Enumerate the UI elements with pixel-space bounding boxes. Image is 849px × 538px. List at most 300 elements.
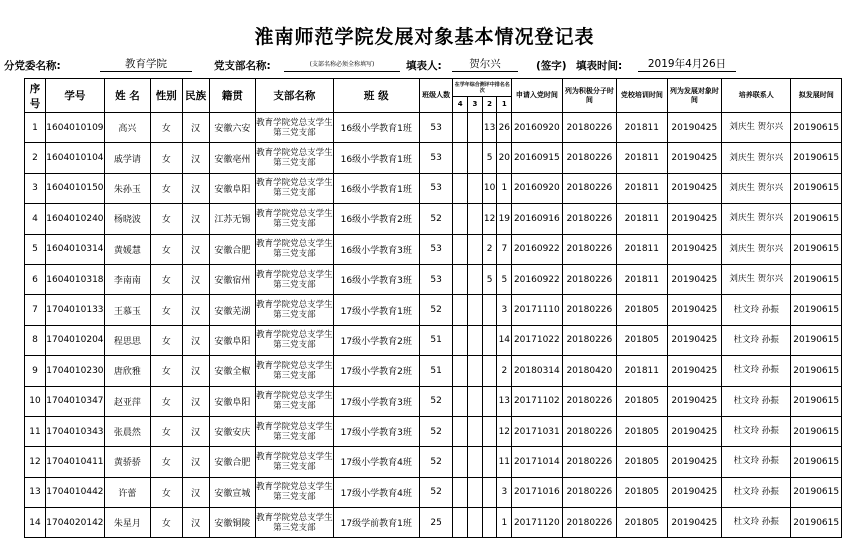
cell-rank-4 (453, 416, 468, 446)
cell-activist-date: 20180226 (562, 173, 617, 203)
cell-proposed-date: 20190615 (791, 416, 842, 446)
cell-class-size: 53 (419, 173, 453, 203)
header-name: 姓 名 (104, 79, 150, 113)
cell-training-date: 201805 (617, 416, 667, 446)
cell-class: 17级小学教育3班 (333, 416, 419, 446)
cell-name: 唐欣雅 (104, 356, 150, 386)
cell-student-id: 1704010133 (46, 295, 105, 325)
cell-apply-date: 20160920 (512, 173, 562, 203)
header-dev-date: 列为发展对象时间 (667, 79, 722, 113)
cell-activist-date: 20180226 (562, 508, 617, 538)
cell-rank-4 (453, 173, 468, 203)
header-rank-3: 3 (468, 97, 483, 113)
table-row (25, 295, 842, 325)
cell-seq: 3 (25, 173, 46, 203)
cell-class-size: 25 (419, 508, 453, 538)
cell-origin: 安徽合肥 (209, 234, 255, 264)
cell-rank-4 (453, 477, 468, 507)
cell-dev-date: 20190425 (667, 143, 722, 173)
cell-ethnicity: 汉 (182, 264, 209, 294)
cell-class-size: 52 (419, 386, 453, 416)
header-class-size: 班级人数 (419, 79, 453, 113)
cell-apply-date: 20160916 (512, 204, 562, 234)
cell-gender: 女 (151, 416, 183, 446)
cell-apply-date: 20171120 (512, 508, 562, 538)
cell-rank-4 (453, 295, 468, 325)
cell-origin: 安徽阜阳 (209, 173, 255, 203)
cell-ethnicity: 汉 (182, 386, 209, 416)
table-row (25, 508, 842, 538)
cell-rank-3 (468, 508, 483, 538)
cell-apply-date: 20171110 (512, 295, 562, 325)
cell-rank-3 (468, 416, 483, 446)
cell-rank-2 (482, 477, 497, 507)
cell-class-size: 53 (419, 113, 453, 143)
cell-seq: 10 (25, 386, 46, 416)
cell-branch: 教育学院党总支学生第三党支部 (256, 386, 334, 416)
cell-apply-date: 20160922 (512, 234, 562, 264)
cell-name: 高兴 (104, 113, 150, 143)
cell-student-id: 1704010343 (46, 416, 105, 446)
cell-seq: 4 (25, 204, 46, 234)
cell-training-date: 201811 (617, 264, 667, 294)
table-row (25, 234, 842, 264)
cell-apply-date: 20180314 (512, 356, 562, 386)
cell-contact: 杜文玲 孙振 (722, 356, 791, 386)
cell-seq: 14 (25, 508, 46, 538)
cell-ethnicity: 汉 (182, 325, 209, 355)
cell-ethnicity: 汉 (182, 143, 209, 173)
cell-origin: 江苏无锡 (209, 204, 255, 234)
cell-dev-date: 20190425 (667, 173, 722, 203)
cell-proposed-date: 20190615 (791, 477, 842, 507)
header-gender: 性别 (151, 79, 183, 113)
cell-rank-1: 1 (497, 173, 512, 203)
cell-rank-4 (453, 325, 468, 355)
cell-class: 16级小学教育2班 (333, 204, 419, 234)
cell-class: 17级小学教育3班 (333, 386, 419, 416)
cell-student-id: 1704010442 (46, 477, 105, 507)
cell-training-date: 201811 (617, 143, 667, 173)
cell-rank-2: 13 (482, 113, 497, 143)
cell-training-date: 201805 (617, 386, 667, 416)
cell-contact: 刘庆生 贺尔兴 (722, 113, 791, 143)
cell-rank-3 (468, 204, 483, 234)
cell-student-id: 1704010204 (46, 325, 105, 355)
cell-ethnicity: 汉 (182, 356, 209, 386)
cell-gender: 女 (151, 173, 183, 203)
table-row (25, 325, 842, 355)
party-committee-label: 分党委名称: (4, 60, 61, 72)
cell-rank-2: 5 (482, 143, 497, 173)
cell-dev-date: 20190425 (667, 234, 722, 264)
cell-class: 17级小学教育2班 (333, 325, 419, 355)
cell-contact: 杜文玲 孙振 (722, 447, 791, 477)
cell-gender: 女 (151, 264, 183, 294)
cell-name: 黄媛慧 (104, 234, 150, 264)
header-ethnicity: 民族 (182, 79, 209, 113)
cell-rank-4 (453, 264, 468, 294)
cell-name: 王慕玉 (104, 295, 150, 325)
form-meta-line (0, 58, 849, 74)
cell-rank-2: 2 (482, 234, 497, 264)
cell-student-id: 1704020142 (46, 508, 105, 538)
cell-student-id: 1604010104 (46, 143, 105, 173)
cell-dev-date: 20190425 (667, 295, 722, 325)
cell-rank-3 (468, 173, 483, 203)
cell-apply-date: 20160922 (512, 264, 562, 294)
cell-rank-2 (482, 447, 497, 477)
cell-rank-1: 5 (497, 264, 512, 294)
cell-name: 杨晓波 (104, 204, 150, 234)
cell-dev-date: 20190425 (667, 264, 722, 294)
registration-table (24, 78, 842, 538)
cell-apply-date: 20171102 (512, 386, 562, 416)
cell-class-size: 52 (419, 204, 453, 234)
cell-dev-date: 20190425 (667, 356, 722, 386)
cell-training-date: 201811 (617, 356, 667, 386)
cell-rank-2: 10 (482, 173, 497, 203)
cell-rank-4 (453, 204, 468, 234)
cell-name: 黄骄骄 (104, 447, 150, 477)
cell-training-date: 201805 (617, 508, 667, 538)
header-seq: 序号 (25, 79, 46, 113)
cell-branch: 教育学院党总支学生第三党支部 (256, 447, 334, 477)
cell-name: 李南南 (104, 264, 150, 294)
cell-activist-date: 20180226 (562, 234, 617, 264)
cell-seq: 1 (25, 113, 46, 143)
cell-contact: 刘庆生 贺尔兴 (722, 173, 791, 203)
cell-gender: 女 (151, 204, 183, 234)
cell-seq: 6 (25, 264, 46, 294)
branch-value[interactable]: (支部名称必须全称填写) (284, 58, 400, 72)
cell-class: 17级小学教育4班 (333, 447, 419, 477)
cell-apply-date: 20160915 (512, 143, 562, 173)
cell-contact: 杜文玲 孙振 (722, 508, 791, 538)
cell-gender: 女 (151, 143, 183, 173)
cell-contact: 杜文玲 孙振 (722, 477, 791, 507)
cell-proposed-date: 20190615 (791, 264, 842, 294)
header-proposed-date: 拟发展时间 (791, 79, 842, 113)
header-rank-4: 4 (453, 97, 468, 113)
cell-rank-3 (468, 477, 483, 507)
cell-seq: 7 (25, 295, 46, 325)
cell-proposed-date: 20190615 (791, 508, 842, 538)
cell-activist-date: 20180226 (562, 295, 617, 325)
cell-rank-1: 19 (497, 204, 512, 234)
cell-rank-3 (468, 264, 483, 294)
cell-gender: 女 (151, 113, 183, 143)
cell-rank-3 (468, 234, 483, 264)
cell-gender: 女 (151, 325, 183, 355)
header-apply-date: 申请入党时间 (512, 79, 562, 113)
cell-class-size: 52 (419, 477, 453, 507)
cell-rank-2 (482, 386, 497, 416)
cell-training-date: 201811 (617, 204, 667, 234)
cell-rank-1: 3 (497, 477, 512, 507)
cell-rank-1: 13 (497, 386, 512, 416)
cell-proposed-date: 20190615 (791, 356, 842, 386)
cell-dev-date: 20190425 (667, 113, 722, 143)
cell-rank-1: 20 (497, 143, 512, 173)
cell-student-id: 1604010314 (46, 234, 105, 264)
cell-rank-1: 14 (497, 325, 512, 355)
page-title: 淮南师范学院发展对象基本情况登记表 (254, 26, 595, 48)
cell-student-id: 1604010240 (46, 204, 105, 234)
cell-training-date: 201805 (617, 477, 667, 507)
cell-proposed-date: 20190615 (791, 447, 842, 477)
cell-rank-4 (453, 386, 468, 416)
cell-contact: 杜文玲 孙振 (722, 416, 791, 446)
cell-origin: 安徽阜阳 (209, 325, 255, 355)
cell-training-date: 201811 (617, 173, 667, 203)
cell-name: 朱孙玉 (104, 173, 150, 203)
cell-student-id: 1604010150 (46, 173, 105, 203)
cell-training-date: 201805 (617, 325, 667, 355)
cell-gender: 女 (151, 356, 183, 386)
cell-activist-date: 20180226 (562, 325, 617, 355)
cell-class: 17级小学教育2班 (333, 356, 419, 386)
cell-contact: 杜文玲 孙振 (722, 295, 791, 325)
cell-ethnicity: 汉 (182, 234, 209, 264)
cell-gender: 女 (151, 386, 183, 416)
cell-activist-date: 20180226 (562, 477, 617, 507)
header-rank-1: 1 (497, 97, 512, 113)
cell-rank-3 (468, 325, 483, 355)
filler-label: 填表人: (406, 60, 442, 72)
cell-student-id: 1704010230 (46, 356, 105, 386)
cell-gender: 女 (151, 508, 183, 538)
cell-name: 程思思 (104, 325, 150, 355)
cell-name: 张晨然 (104, 416, 150, 446)
cell-ethnicity: 汉 (182, 416, 209, 446)
cell-contact: 刘庆生 贺尔兴 (722, 234, 791, 264)
cell-rank-1: 1 (497, 508, 512, 538)
cell-origin: 安徽全椒 (209, 356, 255, 386)
cell-branch: 教育学院党总支学生第三党支部 (256, 295, 334, 325)
cell-student-id: 1704010411 (46, 447, 105, 477)
header-training-date: 党校培训时间 (617, 79, 667, 113)
cell-rank-3 (468, 447, 483, 477)
cell-activist-date: 20180420 (562, 356, 617, 386)
cell-class-size: 51 (419, 356, 453, 386)
cell-rank-1: 12 (497, 416, 512, 446)
table-row (25, 386, 842, 416)
cell-dev-date: 20190425 (667, 204, 722, 234)
cell-class: 17级小学教育1班 (333, 295, 419, 325)
cell-contact: 杜文玲 孙振 (722, 386, 791, 416)
cell-class-size: 51 (419, 325, 453, 355)
cell-proposed-date: 20190615 (791, 234, 842, 264)
cell-class-size: 53 (419, 234, 453, 264)
cell-rank-4 (453, 234, 468, 264)
cell-origin: 安徽六安 (209, 113, 255, 143)
filler-value[interactable]: 贺尔兴 (452, 58, 518, 72)
cell-training-date: 201811 (617, 113, 667, 143)
cell-proposed-date: 20190615 (791, 143, 842, 173)
cell-ethnicity: 汉 (182, 477, 209, 507)
cell-rank-4 (453, 356, 468, 386)
cell-ethnicity: 汉 (182, 295, 209, 325)
cell-activist-date: 20180226 (562, 113, 617, 143)
cell-rank-2 (482, 295, 497, 325)
cell-dev-date: 20190425 (667, 508, 722, 538)
cell-proposed-date: 20190615 (791, 325, 842, 355)
cell-rank-3 (468, 386, 483, 416)
cell-training-date: 201811 (617, 234, 667, 264)
cell-training-date: 201805 (617, 295, 667, 325)
table-row (25, 447, 842, 477)
cell-apply-date: 20171022 (512, 325, 562, 355)
cell-seq: 11 (25, 416, 46, 446)
cell-rank-2: 5 (482, 264, 497, 294)
cell-seq: 5 (25, 234, 46, 264)
table-row (25, 143, 842, 173)
cell-rank-2 (482, 416, 497, 446)
party-committee-value[interactable]: 教育学院 (100, 58, 192, 72)
header-contact: 培养联系人 (722, 79, 791, 113)
cell-contact: 刘庆生 贺尔兴 (722, 264, 791, 294)
cell-gender: 女 (151, 447, 183, 477)
table-row (25, 477, 842, 507)
table-row (25, 356, 842, 386)
cell-activist-date: 20180226 (562, 143, 617, 173)
header-origin: 籍贯 (209, 79, 255, 113)
cell-branch: 教育学院党总支学生第三党支部 (256, 356, 334, 386)
cell-class-size: 53 (419, 264, 453, 294)
cell-activist-date: 20180226 (562, 264, 617, 294)
header-rank-2: 2 (482, 97, 497, 113)
cell-class: 16级小学教育3班 (333, 234, 419, 264)
header-branch: 支部名称 (256, 79, 334, 113)
cell-apply-date: 20171016 (512, 477, 562, 507)
table-row (25, 204, 842, 234)
cell-class: 16级小学教育1班 (333, 173, 419, 203)
header-rank-group: 在学年综合测评中排名名次 (453, 79, 512, 97)
cell-branch: 教育学院党总支学生第三党支部 (256, 416, 334, 446)
cell-contact: 杜文玲 孙振 (722, 325, 791, 355)
cell-class-size: 53 (419, 143, 453, 173)
cell-contact: 刘庆生 贺尔兴 (722, 143, 791, 173)
cell-class: 17级小学教育4班 (333, 477, 419, 507)
cell-class: 16级小学教育1班 (333, 113, 419, 143)
date-value[interactable]: 2019年4月26日 (638, 58, 736, 72)
table-row (25, 264, 842, 294)
cell-dev-date: 20190425 (667, 325, 722, 355)
cell-branch: 教育学院党总支学生第三党支部 (256, 234, 334, 264)
cell-ethnicity: 汉 (182, 447, 209, 477)
cell-origin: 安徽宣城 (209, 477, 255, 507)
cell-dev-date: 20190425 (667, 386, 722, 416)
cell-rank-1: 26 (497, 113, 512, 143)
cell-ethnicity: 汉 (182, 204, 209, 234)
cell-student-id: 1704010347 (46, 386, 105, 416)
branch-label: 党支部名称: (214, 60, 271, 72)
cell-gender: 女 (151, 295, 183, 325)
cell-apply-date: 20160920 (512, 113, 562, 143)
cell-origin: 安徽安庆 (209, 416, 255, 446)
header-class: 班 级 (333, 79, 419, 113)
cell-proposed-date: 20190615 (791, 113, 842, 143)
cell-branch: 教育学院党总支学生第三党支部 (256, 508, 334, 538)
cell-rank-4 (453, 447, 468, 477)
cell-training-date: 201805 (617, 447, 667, 477)
cell-dev-date: 20190425 (667, 416, 722, 446)
cell-rank-1: 11 (497, 447, 512, 477)
cell-rank-2: 12 (482, 204, 497, 234)
cell-rank-2 (482, 508, 497, 538)
cell-activist-date: 20180226 (562, 447, 617, 477)
cell-student-id: 1604010109 (46, 113, 105, 143)
cell-rank-3 (468, 143, 483, 173)
cell-class: 16级小学教育3班 (333, 264, 419, 294)
cell-activist-date: 20180226 (562, 386, 617, 416)
cell-class: 17级学前教育1班 (333, 508, 419, 538)
table-body (25, 113, 842, 538)
cell-branch: 教育学院党总支学生第三党支部 (256, 113, 334, 143)
cell-activist-date: 20180226 (562, 416, 617, 446)
cell-rank-2 (482, 325, 497, 355)
cell-origin: 安徽芜湖 (209, 295, 255, 325)
table-row (25, 416, 842, 446)
cell-gender: 女 (151, 477, 183, 507)
sign-label: (签字) (536, 60, 567, 72)
cell-origin: 安徽阜阳 (209, 386, 255, 416)
cell-rank-1: 3 (497, 295, 512, 325)
cell-rank-2 (482, 356, 497, 386)
header-activist-date: 列为积极分子时间 (562, 79, 617, 113)
date-label: 填表时间: (576, 60, 623, 72)
cell-rank-4 (453, 113, 468, 143)
cell-rank-3 (468, 356, 483, 386)
cell-origin: 安徽宿州 (209, 264, 255, 294)
cell-seq: 2 (25, 143, 46, 173)
cell-ethnicity: 汉 (182, 173, 209, 203)
cell-proposed-date: 20190615 (791, 204, 842, 234)
cell-proposed-date: 20190615 (791, 386, 842, 416)
cell-dev-date: 20190425 (667, 447, 722, 477)
cell-name: 许蕾 (104, 477, 150, 507)
cell-name: 朱星月 (104, 508, 150, 538)
cell-name: 赵亚萍 (104, 386, 150, 416)
cell-class: 16级小学教育1班 (333, 143, 419, 173)
cell-rank-1: 7 (497, 234, 512, 264)
cell-seq: 8 (25, 325, 46, 355)
cell-branch: 教育学院党总支学生第三党支部 (256, 264, 334, 294)
cell-branch: 教育学院党总支学生第三党支部 (256, 173, 334, 203)
cell-activist-date: 20180226 (562, 204, 617, 234)
cell-dev-date: 20190425 (667, 477, 722, 507)
cell-class-size: 52 (419, 447, 453, 477)
cell-seq: 13 (25, 477, 46, 507)
header-student-id: 学号 (46, 79, 105, 113)
cell-contact: 刘庆生 贺尔兴 (722, 204, 791, 234)
cell-branch: 教育学院党总支学生第三党支部 (256, 325, 334, 355)
cell-ethnicity: 汉 (182, 508, 209, 538)
cell-apply-date: 20171014 (512, 447, 562, 477)
cell-gender: 女 (151, 234, 183, 264)
cell-class-size: 52 (419, 416, 453, 446)
cell-rank-1: 2 (497, 356, 512, 386)
cell-rank-3 (468, 295, 483, 325)
cell-origin: 安徽铜陵 (209, 508, 255, 538)
cell-apply-date: 20171031 (512, 416, 562, 446)
table-row (25, 173, 842, 203)
cell-seq: 9 (25, 356, 46, 386)
cell-origin: 安徽合肥 (209, 447, 255, 477)
table-row (25, 113, 842, 143)
cell-branch: 教育学院党总支学生第三党支部 (256, 204, 334, 234)
